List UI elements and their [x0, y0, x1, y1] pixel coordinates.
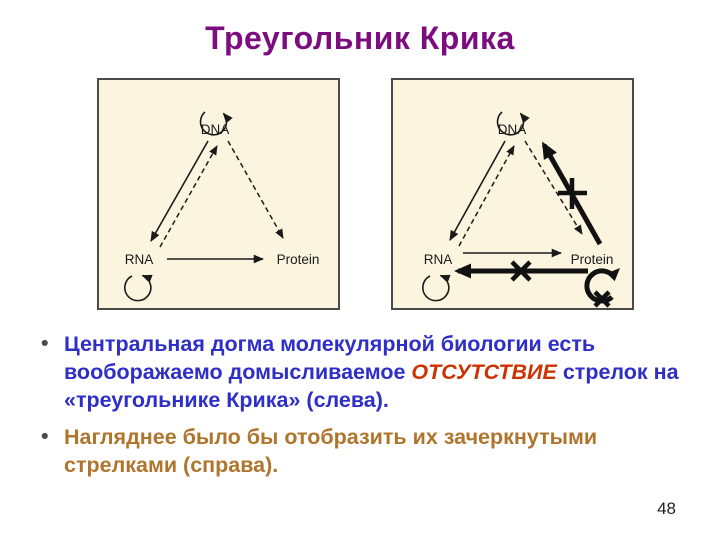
page-number: 48: [657, 499, 676, 518]
protein-label: Protein: [570, 252, 614, 267]
dna-label: DNA: [497, 122, 527, 137]
crick-diagram-left: [97, 78, 340, 310]
bullet-list: [38, 330, 686, 488]
bullet-item-2: [38, 423, 686, 479]
bullet1-text-part2: стрелок на «треугольнике Крика» (слева).: [64, 360, 679, 412]
page-title: Треугольник Крика: [205, 20, 515, 56]
bullet1-highlight-absence: ОТСУТСТВИЕ: [411, 360, 557, 384]
bullet-dot: •: [41, 331, 49, 355]
crick-diagram-right: [391, 78, 634, 310]
rna-label: RNA: [423, 252, 453, 267]
diagram-frame: [98, 79, 339, 309]
bullet2-text: Нагляднее было бы отобразить их зачеркнутыми стрелками (справа).: [64, 425, 598, 477]
bullet-dot: •: [41, 424, 49, 448]
rna-label: RNA: [124, 252, 154, 267]
bullet-item-1: [38, 330, 686, 414]
diagram-frame: [392, 79, 633, 309]
bullet1-text-part1: Центральная догма молекулярной биологии есть вооборажаемо домысливаемое: [64, 332, 596, 384]
protein-label: Protein: [276, 252, 320, 267]
dna-label: DNA: [200, 122, 230, 137]
